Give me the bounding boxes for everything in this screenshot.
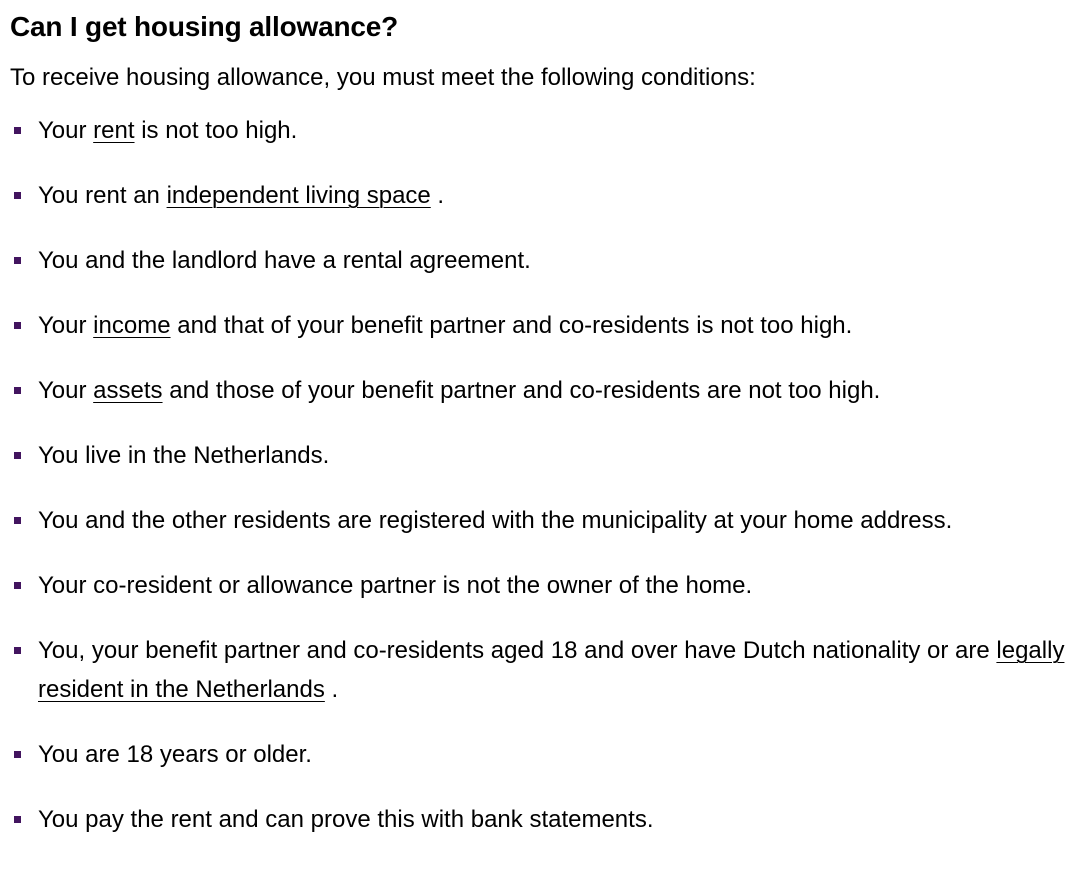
list-item bbox=[10, 371, 1072, 410]
income-link[interactable]: income bbox=[93, 312, 171, 339]
item-text: and those of your benefit partner and co-residents are not too high. bbox=[162, 377, 881, 404]
list-item bbox=[10, 566, 1072, 605]
list-item bbox=[10, 800, 1072, 839]
rent-link[interactable]: rent bbox=[93, 117, 135, 144]
square-bullet-icon bbox=[14, 647, 21, 654]
list-item bbox=[10, 631, 1072, 709]
item-text: Your bbox=[38, 312, 94, 339]
legally-resident-link[interactable]: legally resident in the Netherlands bbox=[38, 637, 1065, 703]
list-item bbox=[10, 176, 1072, 215]
square-bullet-icon bbox=[14, 322, 21, 329]
square-bullet-icon bbox=[14, 127, 21, 134]
assets-link[interactable]: assets bbox=[93, 377, 163, 404]
square-bullet-icon bbox=[14, 582, 21, 589]
square-bullet-icon bbox=[14, 387, 21, 394]
item-text: You rent an bbox=[38, 182, 167, 209]
square-bullet-icon bbox=[14, 751, 21, 758]
list-item bbox=[10, 436, 1072, 475]
list-item bbox=[10, 735, 1072, 774]
item-text: You live in the Netherlands. bbox=[38, 442, 330, 469]
item-text: You are 18 years or older. bbox=[38, 741, 312, 768]
item-text: is not too high. bbox=[134, 117, 298, 144]
list-item bbox=[10, 111, 1072, 150]
item-text: Your bbox=[38, 377, 94, 404]
page-title: Can I get housing allowance? bbox=[10, 11, 398, 42]
item-text: . bbox=[430, 182, 445, 209]
item-text: . bbox=[324, 676, 339, 703]
item-text: You and the other residents are registered with the municipality at your home address. bbox=[38, 507, 953, 534]
square-bullet-icon bbox=[14, 192, 21, 199]
list-item bbox=[10, 306, 1072, 345]
item-text: and that of your benefit partner and co-residents is not too high. bbox=[170, 312, 853, 339]
square-bullet-icon bbox=[14, 452, 21, 459]
item-text: Your co-resident or allowance partner is not the owner of the home. bbox=[38, 572, 753, 599]
item-text: You, your benefit partner and co-residents aged 18 and over have Dutch nationality or are bbox=[38, 637, 997, 664]
square-bullet-icon bbox=[14, 816, 21, 823]
item-text: Your bbox=[38, 117, 94, 144]
item-text: You and the landlord have a rental agreement. bbox=[38, 247, 531, 274]
item-text: You pay the rent and can prove this with bank statements. bbox=[38, 806, 654, 833]
list-item bbox=[10, 501, 1072, 540]
square-bullet-icon bbox=[14, 517, 21, 524]
intro-text: To receive housing allowance, you must meet the following conditions: bbox=[10, 64, 756, 91]
independent-living-space-link[interactable]: independent living space bbox=[166, 182, 431, 209]
square-bullet-icon bbox=[14, 257, 21, 264]
list-item bbox=[10, 241, 1072, 280]
conditions-list bbox=[10, 111, 1072, 839]
